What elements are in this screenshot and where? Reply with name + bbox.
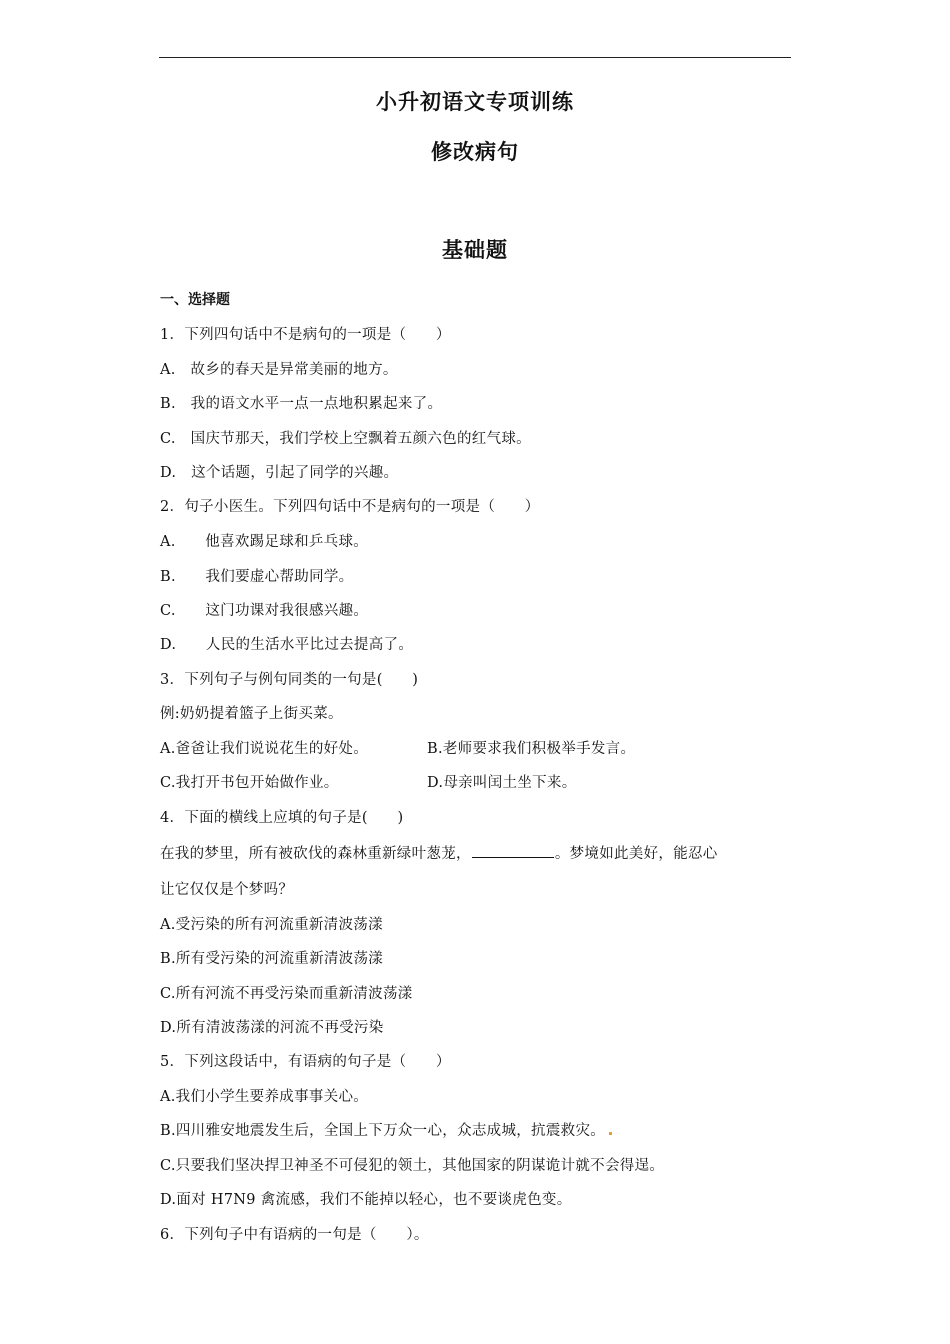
question-4-option-c: C.所有河流不再受污染而重新清波荡漾 — [160, 986, 413, 1002]
question-4-passage-after: 。梦境如此美好，能忍心 — [554, 846, 718, 862]
section-title: 基础题 — [442, 238, 508, 262]
answer-blank — [472, 843, 554, 858]
question-4-option-a: A.受污染的所有河流重新清波荡漾 — [160, 917, 383, 933]
question-1-stem: 1．下列四句话中不是病句的一项是（ ） — [160, 327, 451, 343]
question-3-stem: 3．下列句子与例句同类的一句是( ) — [160, 672, 419, 688]
question-5-option-d: D.面对 H7N9 禽流感，我们不能掉以轻心，也不要谈虎色变。 — [160, 1192, 572, 1208]
question-2-option-b: B. 我们要虚心帮助同学。 — [160, 569, 354, 585]
question-3-option-b: B.老师要求我们积极举手发言。 — [427, 741, 636, 757]
question-2-stem: 2．句子小医生。下列四句话中不是病句的一项是（ ） — [160, 499, 540, 515]
document-title: 小升初语文专项训练 — [376, 90, 574, 114]
question-5-option-b: B.四川雅安地震发生后，全国上下万众一心，众志成城，抗震救灾。 — [160, 1123, 606, 1139]
orange-dot-mark — [609, 1132, 612, 1135]
question-4-passage — [160, 842, 718, 863]
question-2-option-a: A. 他喜欢踢足球和乒乓球。 — [160, 534, 369, 550]
question-1-option-d: D. 这个话题，引起了同学的兴趣。 — [160, 465, 399, 481]
question-3-options-row-1 — [160, 737, 636, 758]
question-6-stem: 6．下列句子中有语病的一句是（ ）。 — [160, 1227, 429, 1243]
question-4-passage-before: 在我的梦里，所有被砍伐的森林重新绿叶葱茏， — [160, 846, 471, 862]
question-1-option-b: B. 我的语文水平一点一点地积累起来了。 — [160, 396, 443, 412]
question-3-option-a: A.爸爸让我们说说花生的好处。 — [160, 741, 369, 757]
question-4-passage-line-2: 让它仅仅是个梦吗？ — [160, 882, 294, 898]
question-4-stem: 4．下面的横线上应填的句子是( ) — [160, 810, 404, 826]
question-4-option-d: D.所有清波荡漾的河流不再受污染 — [160, 1020, 384, 1036]
question-2-option-d: D. 人民的生活水平比过去提高了。 — [160, 637, 414, 653]
question-2-option-c: C. 这门功课对我很感兴趣。 — [160, 603, 369, 619]
question-5-option-b-line — [160, 1119, 612, 1140]
question-3-option-c: C.我打开书包开始做作业。 — [160, 775, 339, 791]
question-5-option-a: A.我们小学生要养成事事关心。 — [160, 1089, 369, 1105]
question-5-stem: 5．下列这段话中，有语病的句子是（ ） — [160, 1054, 451, 1070]
question-3-example: 例:奶奶提着篮子上街买菜。 — [160, 706, 343, 722]
question-3-options-row-2 — [160, 771, 577, 792]
question-5-option-c: C.只要我们坚决捍卫神圣不可侵犯的领土，其他国家的阴谋诡计就不会得逞。 — [160, 1158, 665, 1174]
question-3-option-d: D.母亲叫闰土坐下来。 — [427, 775, 577, 791]
question-1-option-a: A. 故乡的春天是异常美丽的地方。 — [160, 362, 398, 378]
header-rule — [159, 57, 791, 58]
question-1-option-c: C. 国庆节那天，我们学校上空飘着五颜六色的红气球。 — [160, 431, 531, 447]
question-4-option-b: B.所有受污染的河流重新清波荡漾 — [160, 951, 384, 967]
document-subtitle: 修改病句 — [431, 140, 519, 164]
part-heading: 一、选择题 — [160, 292, 230, 308]
